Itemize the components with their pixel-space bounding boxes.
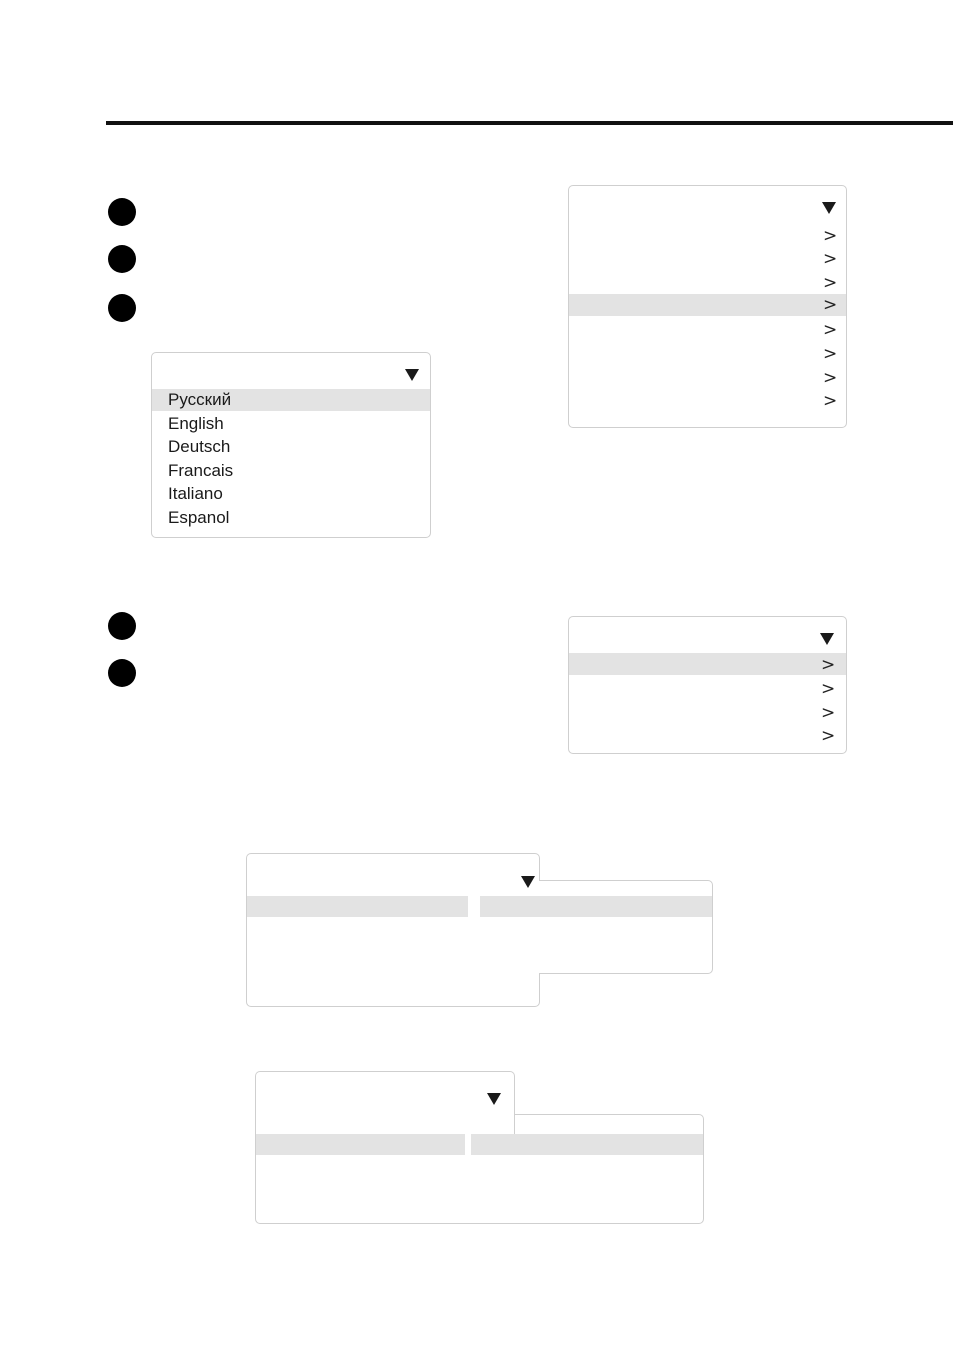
chevron-right-icon[interactable]: > [823,344,838,364]
triangle-down-icon[interactable] [405,369,419,381]
step-bullet-5 [108,659,136,687]
chevron-right-icon[interactable]: > [821,679,836,699]
triangle-down-icon[interactable] [820,633,834,645]
chevron-right-icon[interactable]: > [823,320,838,340]
chevron-right-icon[interactable]: > [823,368,838,388]
chevron-right-icon[interactable]: > [823,273,838,293]
language-option-russian[interactable]: Русский [168,390,232,409]
chevron-right-icon[interactable]: > [821,726,836,746]
menu-highlight-row [569,294,846,316]
triangle-down-icon[interactable] [521,876,535,888]
split-panel-1-highlight-left [247,896,468,917]
language-option-francais[interactable]: Francais [168,461,234,480]
step-bullet-1 [108,198,136,226]
triangle-down-icon[interactable] [822,202,836,214]
language-option-espanol[interactable]: Espanol [168,508,230,527]
chevron-right-icon[interactable]: > [823,391,838,411]
chevron-right-icon[interactable]: > [823,295,838,315]
language-option-english[interactable]: English [168,414,224,433]
chevron-right-icon[interactable]: > [821,655,836,675]
language-option-italiano[interactable]: Italiano [168,484,223,503]
header-rule [106,121,953,125]
split-panel-1-left [246,853,540,1007]
step-bullet-3 [108,294,136,322]
step-bullet-4 [108,612,136,640]
split-panel-1-join [536,881,546,973]
split-panel-2-highlight-right [471,1134,703,1155]
language-list-panel [151,352,431,538]
submenu-highlight-row [569,653,846,675]
split-panel-1-highlight-right [480,896,712,917]
triangle-down-icon[interactable] [487,1093,501,1105]
chevron-right-icon[interactable]: > [823,249,838,269]
language-option-deutsch[interactable]: Deutsch [168,437,231,456]
chevron-right-icon[interactable]: > [823,226,838,246]
submenu-panel [568,616,847,754]
step-bullet-2 [108,245,136,273]
main-menu-panel [568,185,847,428]
split-panel-2-highlight-left [256,1134,465,1155]
chevron-right-icon[interactable]: > [821,703,836,723]
